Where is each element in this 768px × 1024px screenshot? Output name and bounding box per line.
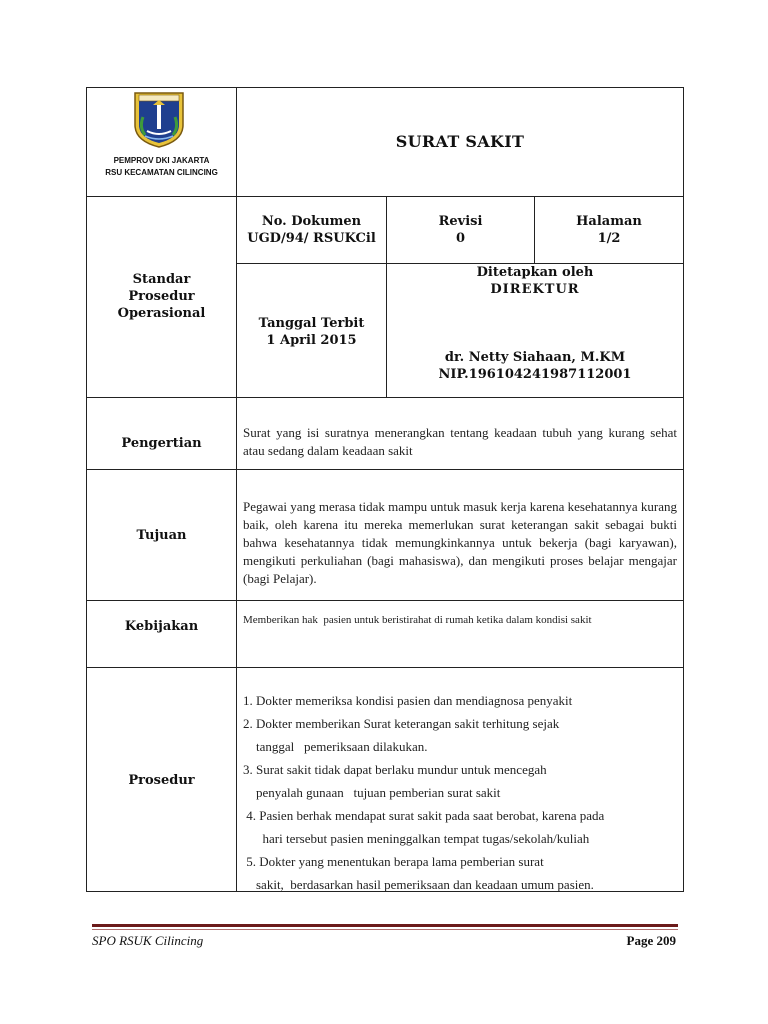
page-cell: [535, 213, 683, 247]
table-rule: [86, 196, 684, 197]
prosedur-list: [243, 689, 681, 896]
list-item: 5. Dokter yang menentukan berapa lama pemberian surat: [243, 854, 544, 869]
doc-number-cell: [237, 213, 386, 247]
list-item: tanggal pemeriksaan dilakukan.: [243, 739, 428, 754]
list-item: hari tersebut pasien meninggalkan tempat tugas/sekolah/kuliah: [243, 831, 590, 846]
footer-page-number: Page 209: [626, 933, 676, 948]
list-item: 1. Dokter memeriksa kondisi pasien dan mendiagnosa penyakit: [243, 693, 573, 708]
list-item: 2. Dokter memberikan Surat keterangan sakit terhitung sejak: [243, 716, 560, 731]
pengertian-label: Pengertian: [121, 436, 202, 451]
signatory-name: dr. Netty Siahaan, M.KM: [444, 350, 626, 365]
table-rule: [86, 397, 684, 398]
revision-cell: [387, 213, 534, 247]
issue-date-cell: [237, 315, 386, 349]
doc-number-label: No. Dokumen: [261, 214, 362, 229]
page-value: 1/2: [597, 231, 621, 246]
footer-doc-name: SPO RSUK Cilincing: [92, 933, 204, 948]
approval-cell: [387, 264, 683, 298]
sop-word: Standar: [132, 272, 191, 287]
issue-date-label: Tanggal Terbit: [258, 316, 365, 331]
tujuan-label: Tujuan: [136, 528, 187, 543]
sop-label: [87, 271, 236, 322]
sop-word: Prosedur: [128, 289, 195, 304]
revision-value: 0: [455, 231, 466, 246]
tujuan-text: Pegawai yang merasa tidak mampu untuk masuk kerja karena kesehatannya kurang baik, oleh karena itu mereka memerlukan surat keterangan sakit sebagai bukti bahwa kesehatannya tidak memungkinkannya untuk bekerja (bagi karyawan), mengikuti perkuliahan (bagi mahasiswa), dan mengikuti proses belajar mengajar (bagi Pelajar).: [243, 499, 677, 586]
kebijakan-text: Memberikan hak pasien untuk beristirahat di rumah ketika dalam kondisi sakit: [243, 614, 592, 626]
list-item: 3. Surat sakit tidak dapat berlaku mundur untuk mencegah: [243, 762, 547, 777]
approved-by-label: Ditetapkan oleh: [476, 265, 594, 280]
footer-rule-dark: [92, 924, 678, 927]
list-item: sakit, berdasarkan hasil pemeriksaan dan keadaan umum pasien.: [243, 877, 594, 892]
revision-label: Revisi: [438, 214, 483, 229]
list-item: penyalah gunaan tujuan pemberian surat sakit: [243, 785, 501, 800]
prosedur-label: Prosedur: [128, 773, 195, 788]
sop-word: Operasional: [117, 306, 206, 321]
signatory-nip: NIP.196104241987112001: [438, 367, 632, 382]
list-item: 4. Pasien berhak mendapat surat sakit pada saat berobat, karena pada: [243, 808, 605, 823]
document-title: SURAT SAKIT: [395, 132, 525, 151]
footer-rule-light: [92, 929, 678, 930]
kebijakan-label: Kebijakan: [124, 619, 199, 634]
table-border-right: [683, 87, 684, 892]
table-rule: [86, 667, 684, 668]
signatory-block: [387, 349, 683, 383]
approver-role: DIREKTUR: [490, 282, 580, 297]
org-subname: RSU KECAMATAN CILINCING: [105, 168, 218, 177]
page-label: Halaman: [576, 214, 642, 229]
table-rule: [86, 469, 684, 470]
logo-cell: [87, 88, 236, 196]
org-name: PEMPROV DKI JAKARTA: [113, 156, 210, 165]
issue-date-value: 1 April 2015: [266, 333, 357, 348]
dki-jakarta-emblem-icon: [133, 91, 185, 149]
doc-number-value: UGD/94/ RSUKCil: [247, 231, 376, 246]
table-rule: [86, 600, 684, 601]
pengertian-text: Surat yang isi suratnya menerangkan tentang keadaan tubuh yang kurang sehat atau sedang dalam keadaan sakit: [243, 425, 677, 458]
table-divider: [236, 87, 237, 892]
